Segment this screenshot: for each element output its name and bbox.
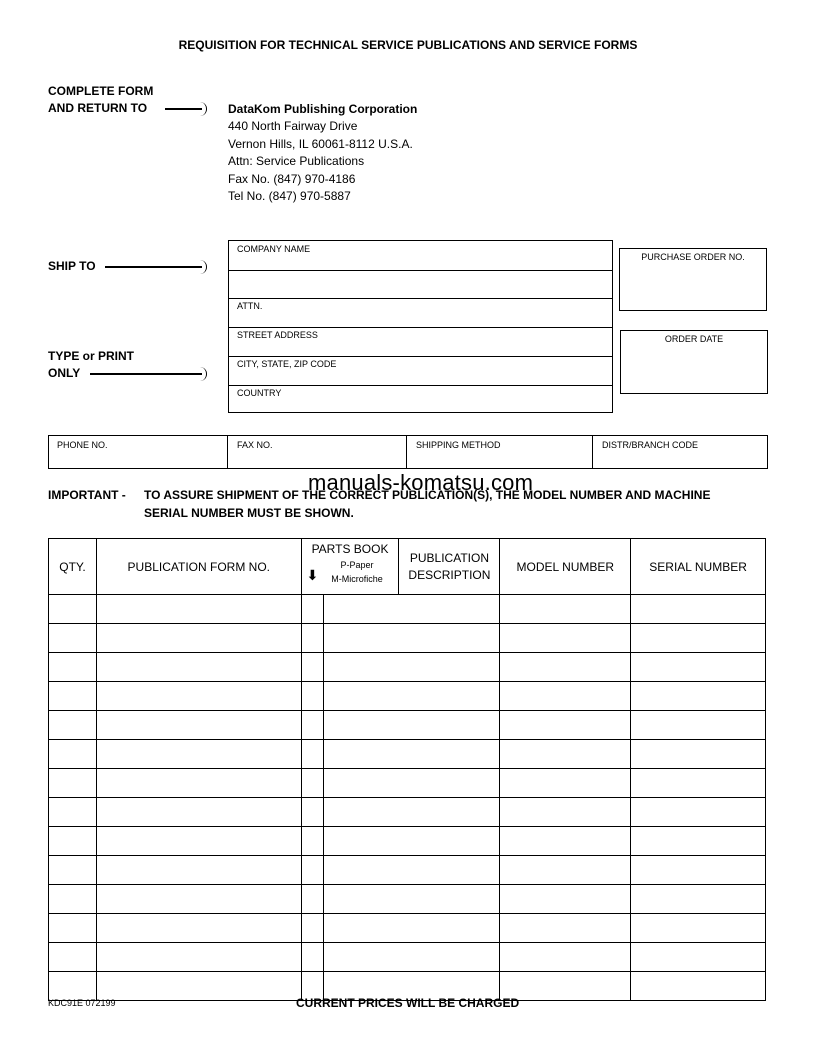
fax-label: FAX NO. <box>237 440 273 450</box>
parts-type-cell[interactable] <box>301 624 323 653</box>
model-number-cell[interactable] <box>500 711 631 740</box>
form-no-cell[interactable] <box>96 798 301 827</box>
description-cell[interactable] <box>323 624 500 653</box>
type-print-label: TYPE or PRINT <box>48 349 135 363</box>
serial-number-cell[interactable] <box>631 856 766 885</box>
qty-cell[interactable] <box>49 885 97 914</box>
model-number-cell[interactable] <box>500 798 631 827</box>
qty-cell[interactable] <box>49 769 97 798</box>
serial-number-header: SERIAL NUMBER <box>631 539 766 595</box>
form-no-cell[interactable] <box>96 653 301 682</box>
shipping-method-field[interactable] <box>407 436 592 468</box>
description-cell[interactable] <box>323 914 500 943</box>
serial-number-cell[interactable] <box>631 595 766 624</box>
serial-number-cell[interactable] <box>631 798 766 827</box>
serial-number-cell[interactable] <box>631 682 766 711</box>
table-header-row <box>49 539 766 595</box>
form-no-cell[interactable] <box>96 972 301 1001</box>
return-to-label: AND RETURN TO <box>48 101 148 115</box>
ship-to-arrow-hook-icon <box>200 260 207 274</box>
form-no-cell[interactable] <box>96 740 301 769</box>
complete-form-label: COMPLETE FORM <box>48 84 154 98</box>
prices-notice: CURRENT PRICES WILL BE CHARGED <box>296 996 520 1010</box>
parts-book-label: PARTS BOOK <box>311 542 389 556</box>
form-no-header: PUBLICATION FORM NO. <box>96 539 301 595</box>
phone-field[interactable] <box>49 436 227 468</box>
table-row <box>49 624 766 653</box>
parts-book-header <box>301 539 399 595</box>
description-cell[interactable] <box>323 653 500 682</box>
street-address-label: STREET ADDRESS <box>237 330 318 340</box>
qty-cell[interactable] <box>49 972 97 1001</box>
description-cell[interactable] <box>323 740 500 769</box>
type-print-only-label: ONLY <box>48 366 81 380</box>
country-field[interactable] <box>229 386 612 411</box>
table-row <box>49 885 766 914</box>
model-number-header: MODEL NUMBER <box>500 539 631 595</box>
parts-type-cell[interactable] <box>301 943 323 972</box>
return-company: DataKom Publishing Corporation <box>228 102 418 116</box>
model-number-cell[interactable] <box>500 653 631 682</box>
qty-cell[interactable] <box>49 798 97 827</box>
fax-field[interactable] <box>228 436 406 468</box>
type-print-arrow-hook-icon <box>200 367 207 381</box>
description-cell[interactable] <box>323 595 500 624</box>
qty-cell[interactable] <box>49 943 97 972</box>
order-date-box[interactable] <box>620 330 768 394</box>
description-cell[interactable] <box>323 856 500 885</box>
return-arrow-line <box>165 108 202 110</box>
form-no-cell[interactable] <box>96 682 301 711</box>
parts-type-cell[interactable] <box>301 798 323 827</box>
qty-cell[interactable] <box>49 682 97 711</box>
model-number-cell[interactable] <box>500 914 631 943</box>
description-cell[interactable] <box>323 827 500 856</box>
description-cell[interactable] <box>323 885 500 914</box>
model-number-cell[interactable] <box>500 740 631 769</box>
table-row <box>49 943 766 972</box>
country-label: COUNTRY <box>237 388 282 398</box>
form-no-cell[interactable] <box>96 595 301 624</box>
p-paper-label: P-Paper <box>340 560 374 570</box>
important-label: IMPORTANT - <box>48 488 126 502</box>
serial-number-cell[interactable] <box>631 740 766 769</box>
description-header <box>399 539 500 595</box>
contact-info-row <box>48 435 768 469</box>
watermark: manuals-komatsu.com <box>308 470 534 495</box>
parts-type-cell[interactable] <box>301 885 323 914</box>
street-address-field[interactable] <box>229 328 612 355</box>
table-row <box>49 682 766 711</box>
distr-branch-label: DISTR/BRANCH CODE <box>602 440 699 450</box>
qty-cell[interactable] <box>49 711 97 740</box>
city-state-zip-label: CITY, STATE, ZIP CODE <box>237 359 337 369</box>
description-cell[interactable] <box>323 711 500 740</box>
table-row <box>49 769 766 798</box>
parts-type-cell[interactable] <box>301 740 323 769</box>
description-header-line2: DESCRIPTION <box>408 568 491 582</box>
parts-type-cell[interactable] <box>301 711 323 740</box>
parts-type-cell[interactable] <box>301 682 323 711</box>
important-line1: TO ASSURE SHIPMENT OF THE CORRECT PUBLICATION(S), THE MODEL NUMBER AND MACHINE <box>144 488 711 502</box>
form-no-cell[interactable] <box>96 885 301 914</box>
company-name-label: COMPANY NAME <box>237 244 311 254</box>
purchase-order-label: PURCHASE ORDER NO. <box>641 252 745 262</box>
shipping-method-label: SHIPPING METHOD <box>416 440 501 450</box>
publications-table <box>48 538 766 1001</box>
serial-number-cell[interactable] <box>631 711 766 740</box>
qty-cell[interactable] <box>49 653 97 682</box>
model-number-cell[interactable] <box>500 769 631 798</box>
ship-to-arrow-line <box>105 266 202 268</box>
attn-field[interactable] <box>229 299 612 326</box>
table-row <box>49 798 766 827</box>
form-no-cell[interactable] <box>96 769 301 798</box>
parts-type-cell[interactable] <box>301 769 323 798</box>
table-row <box>49 653 766 682</box>
qty-cell[interactable] <box>49 856 97 885</box>
serial-number-cell[interactable] <box>631 885 766 914</box>
purchase-order-box[interactable] <box>619 248 767 311</box>
table-row <box>49 827 766 856</box>
form-title: REQUISITION FOR TECHNICAL SERVICE PUBLICATIONS AND SERVICE FORMS <box>178 38 638 52</box>
serial-number-cell[interactable] <box>631 972 766 1001</box>
serial-number-cell[interactable] <box>631 827 766 856</box>
model-number-cell[interactable] <box>500 943 631 972</box>
model-number-cell[interactable] <box>500 972 631 1001</box>
model-number-cell[interactable] <box>500 856 631 885</box>
down-arrow-icon: ⬇ <box>306 567 319 583</box>
return-tel: Tel No. (847) 970-5887 <box>228 189 351 203</box>
model-number-cell[interactable] <box>500 885 631 914</box>
serial-number-cell[interactable] <box>631 769 766 798</box>
company-name-field-2[interactable] <box>229 271 612 298</box>
phone-label: PHONE NO. <box>57 440 108 450</box>
table-row <box>49 856 766 885</box>
city-state-zip-field[interactable] <box>229 357 612 384</box>
m-microfiche-label: M-Microfiche <box>331 574 383 584</box>
order-date-label: ORDER DATE <box>664 334 724 344</box>
company-name-field[interactable] <box>229 241 612 270</box>
parts-type-cell[interactable] <box>301 827 323 856</box>
qty-cell[interactable] <box>49 595 97 624</box>
return-fax: Fax No. (847) 970-4186 <box>228 172 356 186</box>
return-address2: Vernon Hills, IL 60061-8112 U.S.A. <box>228 137 413 151</box>
qty-cell[interactable] <box>49 624 97 653</box>
qty-cell[interactable] <box>49 740 97 769</box>
model-number-cell[interactable] <box>500 595 631 624</box>
description-cell[interactable] <box>323 798 500 827</box>
form-no-cell[interactable] <box>96 914 301 943</box>
table-row <box>49 914 766 943</box>
form-code: KDC91E 072199 <box>48 998 116 1008</box>
ship-to-label: SHIP TO <box>48 259 96 273</box>
return-address1: 440 North Fairway Drive <box>228 119 358 133</box>
attn-label: ATTN. <box>237 301 263 311</box>
form-no-cell[interactable] <box>96 943 301 972</box>
description-cell[interactable] <box>323 769 500 798</box>
return-arrow-hook-icon <box>200 102 207 116</box>
serial-number-cell[interactable] <box>631 624 766 653</box>
table-row <box>49 711 766 740</box>
distr-branch-field[interactable] <box>593 436 767 468</box>
model-number-cell[interactable] <box>500 827 631 856</box>
description-header-line1: PUBLICATION <box>409 551 489 565</box>
form-no-cell[interactable] <box>96 856 301 885</box>
form-no-cell[interactable] <box>96 711 301 740</box>
description-cell[interactable] <box>323 943 500 972</box>
form-no-cell[interactable] <box>96 624 301 653</box>
qty-cell[interactable] <box>49 914 97 943</box>
parts-type-cell[interactable] <box>301 595 323 624</box>
serial-number-cell[interactable] <box>631 914 766 943</box>
table-row <box>49 595 766 624</box>
qty-cell[interactable] <box>49 827 97 856</box>
important-line2: SERIAL NUMBER MUST BE SHOWN. <box>144 506 354 520</box>
parts-type-cell[interactable] <box>301 914 323 943</box>
table-row <box>49 740 766 769</box>
type-print-arrow-line <box>90 373 202 375</box>
parts-type-cell[interactable] <box>301 653 323 682</box>
serial-number-cell[interactable] <box>631 653 766 682</box>
model-number-cell[interactable] <box>500 624 631 653</box>
description-cell[interactable] <box>323 682 500 711</box>
return-attn: Attn: Service Publications <box>228 154 365 168</box>
ship-to-box <box>228 240 613 413</box>
form-no-cell[interactable] <box>96 827 301 856</box>
parts-type-cell[interactable] <box>301 856 323 885</box>
model-number-cell[interactable] <box>500 682 631 711</box>
qty-header: QTY. <box>49 539 97 595</box>
serial-number-cell[interactable] <box>631 943 766 972</box>
